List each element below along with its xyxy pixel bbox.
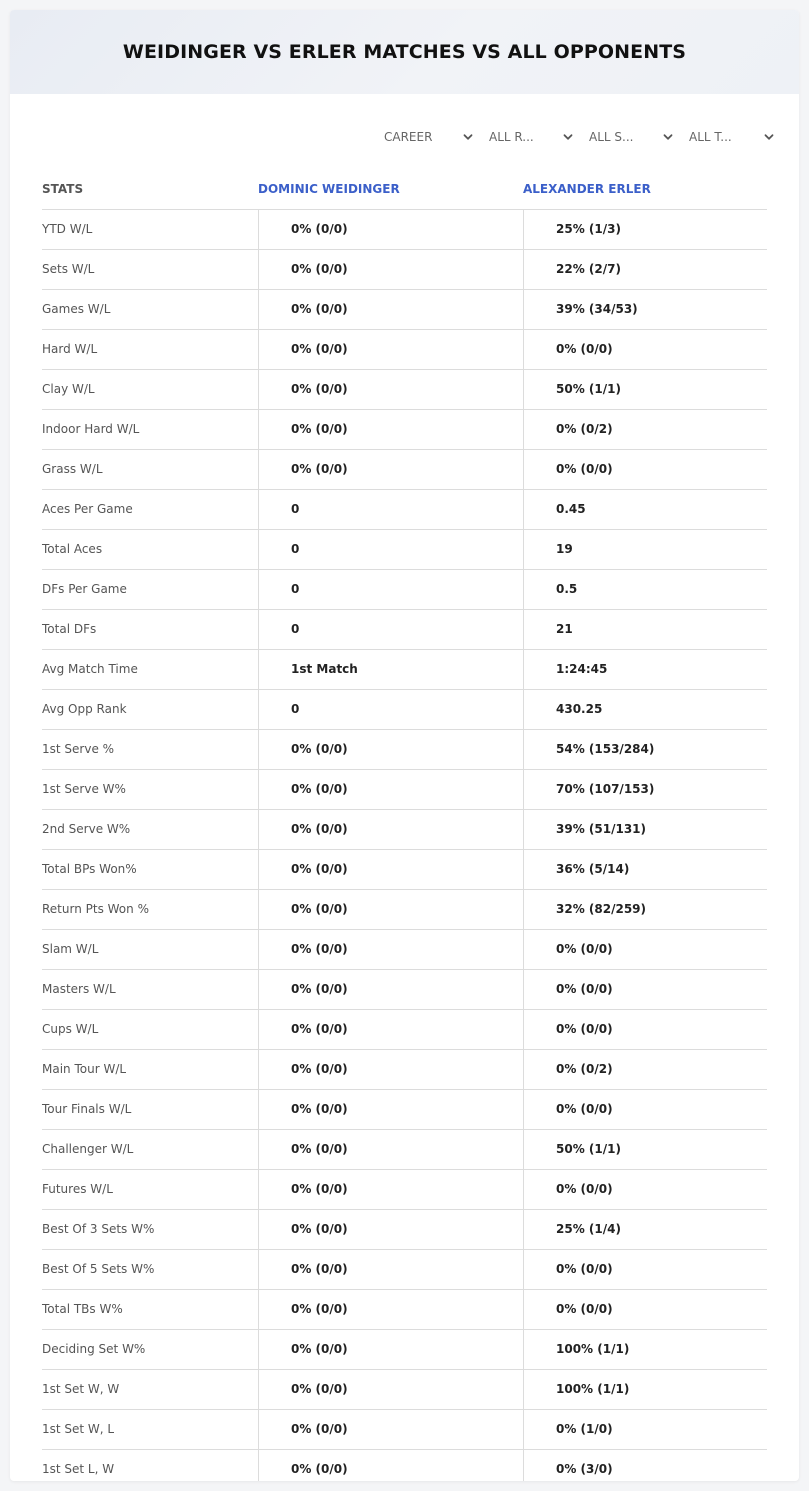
stat-label: 1st Serve % <box>42 742 115 756</box>
table-row <box>42 490 767 530</box>
player1-value: 0% (0/0) <box>258 890 523 929</box>
player1-value: 0% (0/0) <box>258 450 523 489</box>
player1-value: 0% (0/0) <box>258 1330 523 1369</box>
player1-value: 0% (0/0) <box>258 410 523 449</box>
player2-value: 0% (0/0) <box>523 970 767 1009</box>
table-row <box>42 530 767 570</box>
filter-surface-select[interactable] <box>589 126 674 148</box>
player1-value: 0 <box>258 530 523 569</box>
player1-link[interactable]: DOMINIC WEIDINGER <box>258 182 400 196</box>
player2-value: 0% (0/2) <box>523 410 767 449</box>
table-row <box>42 370 767 410</box>
player2-value: 0% (0/0) <box>523 1170 767 1209</box>
player2-value: 0% (1/0) <box>523 1410 767 1449</box>
player2-value: 430.25 <box>523 690 767 729</box>
table-row <box>42 690 767 730</box>
player1-value: 0% (0/0) <box>258 730 523 769</box>
stat-label: Aces Per Game <box>42 502 133 516</box>
player1-value: 0% (0/0) <box>258 370 523 409</box>
player1-value: 0% (0/0) <box>258 1210 523 1249</box>
player2-value: 0% (0/0) <box>523 1290 767 1329</box>
table-row <box>42 1370 767 1410</box>
stat-label: Masters W/L <box>42 982 116 996</box>
table-row <box>42 290 767 330</box>
stat-label: Total DFs <box>42 622 97 636</box>
stat-label: Cups W/L <box>42 1022 99 1036</box>
player1-value: 0 <box>258 570 523 609</box>
player2-value: 25% (1/4) <box>523 1210 767 1249</box>
player1-value: 0% (0/0) <box>258 850 523 889</box>
stat-label: Games W/L <box>42 302 111 316</box>
table-row <box>42 250 767 290</box>
stat-label: 1st Serve W% <box>42 782 126 796</box>
player2-link[interactable]: ALEXANDER ERLER <box>523 182 651 196</box>
stat-label: 1st Set L, W <box>42 1462 115 1476</box>
player2-value: 32% (82/259) <box>523 890 767 929</box>
filter-round-label: ALL R... <box>489 130 534 144</box>
table-row <box>42 1170 767 1210</box>
stat-label: Deciding Set W% <box>42 1342 146 1356</box>
player1-value: 0% (0/0) <box>258 1290 523 1329</box>
stat-label: Tour Finals W/L <box>42 1102 132 1116</box>
stat-label: Avg Opp Rank <box>42 702 127 716</box>
table-row <box>42 890 767 930</box>
chevron-down-icon <box>562 131 574 143</box>
chevron-down-icon <box>462 131 474 143</box>
table-row <box>42 570 767 610</box>
table-row <box>42 1090 767 1130</box>
stat-label: Total BPs Won% <box>42 862 137 876</box>
stat-label: 1st Set W, W <box>42 1382 120 1396</box>
filter-tournament-select[interactable] <box>689 126 775 148</box>
table-row <box>42 1330 767 1370</box>
player2-value: 36% (5/14) <box>523 850 767 889</box>
filter-bar <box>384 126 776 148</box>
stat-label: DFs Per Game <box>42 582 127 596</box>
player2-value: 0% (0/0) <box>523 330 767 369</box>
stat-label: Futures W/L <box>42 1182 113 1196</box>
player1-value: 0% (0/0) <box>258 810 523 849</box>
filter-round-select[interactable] <box>489 126 574 148</box>
player2-value: 25% (1/3) <box>523 210 767 249</box>
stat-label: Challenger W/L <box>42 1142 134 1156</box>
filter-period-label: CAREER <box>384 130 433 144</box>
player1-value: 0% (0/0) <box>258 290 523 329</box>
player2-value: 0% (0/0) <box>523 1090 767 1129</box>
player1-value: 0% (0/0) <box>258 250 523 289</box>
stat-label: Best Of 3 Sets W% <box>42 1222 155 1236</box>
stat-label: Slam W/L <box>42 942 99 956</box>
card-header <box>10 10 799 94</box>
player1-value: 0 <box>258 610 523 649</box>
stat-label: Return Pts Won % <box>42 902 149 916</box>
player1-value: 0% (0/0) <box>258 1130 523 1169</box>
player2-value: 1:24:45 <box>523 650 767 689</box>
table-row <box>42 1010 767 1050</box>
player1-value: 0% (0/0) <box>258 1010 523 1049</box>
filter-period-select[interactable] <box>384 126 474 148</box>
filter-surface-label: ALL S... <box>589 130 634 144</box>
player2-value: 100% (1/1) <box>523 1370 767 1409</box>
player1-value: 0% (0/0) <box>258 1450 523 1481</box>
table-row <box>42 1050 767 1090</box>
player1-value: 0% (0/0) <box>258 1170 523 1209</box>
player1-value: 0% (0/0) <box>258 1090 523 1129</box>
table-row <box>42 930 767 970</box>
stat-label: Hard W/L <box>42 342 98 356</box>
stat-label: 2nd Serve W% <box>42 822 131 836</box>
stat-label: Main Tour W/L <box>42 1062 127 1076</box>
player1-value: 0 <box>258 490 523 529</box>
column-header-stats: STATS <box>42 182 84 196</box>
table-row <box>42 1130 767 1170</box>
table-row <box>42 1450 767 1481</box>
stats-card <box>10 10 799 1481</box>
chevron-down-icon <box>763 131 775 143</box>
player2-value: 54% (153/284) <box>523 730 767 769</box>
stat-label: Total Aces <box>42 542 103 556</box>
stat-label: Sets W/L <box>42 262 95 276</box>
table-row <box>42 1250 767 1290</box>
page-title: WEIDINGER VS ERLER MATCHES VS ALL OPPONENTS <box>122 41 687 63</box>
stat-label: Clay W/L <box>42 382 95 396</box>
stat-label: Indoor Hard W/L <box>42 422 140 436</box>
player2-value: 0% (3/0) <box>523 1450 767 1481</box>
table-row <box>42 1410 767 1450</box>
player2-value: 50% (1/1) <box>523 1130 767 1169</box>
player2-value: 50% (1/1) <box>523 370 767 409</box>
table-row <box>42 770 767 810</box>
stat-label: YTD W/L <box>42 222 93 236</box>
player2-value: 0% (0/0) <box>523 1250 767 1289</box>
player2-value: 100% (1/1) <box>523 1330 767 1369</box>
table-row <box>42 650 767 690</box>
stat-label: Total TBs W% <box>42 1302 123 1316</box>
table-row <box>42 210 767 250</box>
player2-value: 22% (2/7) <box>523 250 767 289</box>
player2-value: 21 <box>523 610 767 649</box>
table-row <box>42 610 767 650</box>
player1-value: 1st Match <box>258 650 523 689</box>
table-row <box>42 970 767 1010</box>
chevron-down-icon <box>662 131 674 143</box>
player1-value: 0% (0/0) <box>258 330 523 369</box>
table-row <box>42 1290 767 1330</box>
player2-value: 0% (0/0) <box>523 1010 767 1049</box>
stats-table <box>42 170 767 1481</box>
stat-label: Avg Match Time <box>42 662 138 676</box>
player1-value: 0% (0/0) <box>258 1410 523 1449</box>
player2-value: 0% (0/0) <box>523 930 767 969</box>
filter-tournament-label: ALL T... <box>689 130 732 144</box>
stat-label: Best Of 5 Sets W% <box>42 1262 155 1276</box>
player1-value: 0% (0/0) <box>258 970 523 1009</box>
table-row <box>42 330 767 370</box>
player1-value: 0% (0/0) <box>258 210 523 249</box>
player1-value: 0% (0/0) <box>258 930 523 969</box>
player1-value: 0% (0/0) <box>258 1250 523 1289</box>
table-row <box>42 1210 767 1250</box>
table-row <box>42 450 767 490</box>
table-body <box>42 210 767 1481</box>
player1-value: 0 <box>258 690 523 729</box>
player1-value: 0% (0/0) <box>258 770 523 809</box>
player1-value: 0% (0/0) <box>258 1370 523 1409</box>
table-row <box>42 730 767 770</box>
table-row <box>42 810 767 850</box>
table-row <box>42 410 767 450</box>
player2-value: 0% (0/0) <box>523 450 767 489</box>
player2-value: 0% (0/2) <box>523 1050 767 1089</box>
player2-value: 39% (34/53) <box>523 290 767 329</box>
table-header <box>42 170 767 210</box>
table-row <box>42 850 767 890</box>
stat-label: Grass W/L <box>42 462 103 476</box>
player2-value: 39% (51/131) <box>523 810 767 849</box>
player2-value: 0.45 <box>523 490 767 529</box>
player2-value: 19 <box>523 530 767 569</box>
player2-value: 0.5 <box>523 570 767 609</box>
player1-value: 0% (0/0) <box>258 1050 523 1089</box>
player2-value: 70% (107/153) <box>523 770 767 809</box>
stat-label: 1st Set W, L <box>42 1422 115 1436</box>
